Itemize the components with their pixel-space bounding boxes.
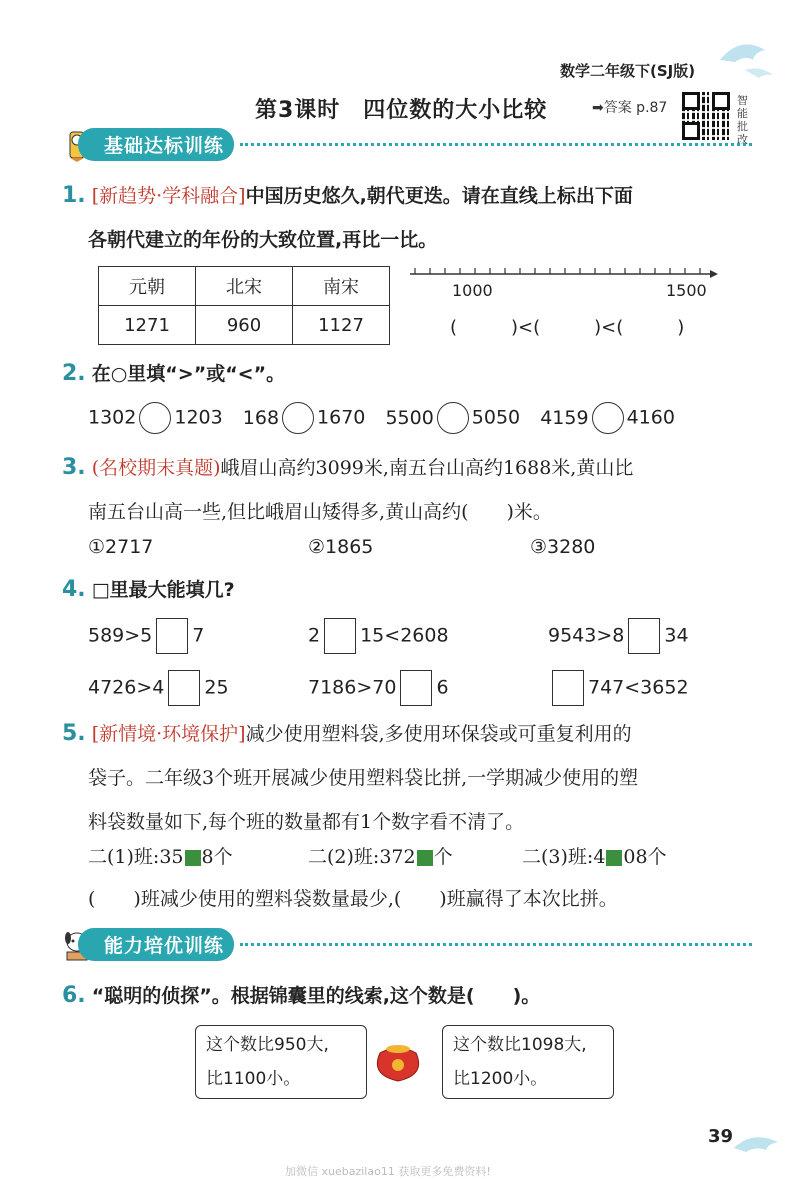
question-1: 1. [新趋势·学科融合]中国历史悠久,朝代更迭。请在直线上标出下面 各朝代建立的年份的大致位置,再比一比。	[62, 183, 633, 251]
section-basic-header	[62, 126, 752, 162]
table-cell: 960	[196, 306, 293, 345]
axis-label-right: 1500	[666, 281, 707, 300]
q4-item: 7186>70 6	[308, 670, 449, 706]
digit-box[interactable]	[168, 670, 200, 706]
question-5: 5. [新情境·环境保护]减少使用塑料袋,多使用环保袋或可重复利用的 袋子。二年级3个班开展减少使用塑料袋比拼,一学期减少使用的塑 料袋数量如下,每个班的数量都有1个数字看不清了。	[62, 721, 639, 833]
q3-tag: (名校期末真题)	[91, 457, 221, 479]
q4-item: 589>5 7	[88, 618, 204, 654]
question-2: 2. 在○里填“>”或“<”。	[62, 361, 286, 386]
digit-box[interactable]	[156, 618, 188, 654]
section-divider	[240, 943, 752, 946]
class-2-count: 二(2)班:372 个	[308, 846, 453, 868]
compare-circle[interactable]	[592, 402, 624, 434]
compare-blanks[interactable]: ( )<( )<( )	[450, 317, 685, 338]
digit-box[interactable]	[552, 670, 584, 706]
section-divider	[240, 143, 752, 146]
table-cell: 1127	[293, 306, 390, 345]
q2-comparisons: 1302 1203 168 1670 5500 5050 4159 4160	[88, 402, 675, 434]
compare-circle[interactable]	[437, 402, 469, 434]
q4-item: 9543>8 34	[548, 618, 689, 654]
q4-item: 2 15<2608	[308, 618, 449, 654]
compare-circle[interactable]	[139, 402, 171, 434]
compare-circle[interactable]	[282, 402, 314, 434]
section-advanced-title: 能力培优训练	[78, 928, 234, 961]
clue-bubble-right: 这个数比1098大, 比1200小。	[442, 1025, 614, 1099]
digit-box[interactable]	[628, 618, 660, 654]
question-3: 3. (名校期末真题)峨眉山高约3099米,南五台山高约1688米,黄山比 南五台山高一些,但比峨眉山矮得多,黄山高约( )米。	[62, 455, 634, 523]
question-4: 4. □里最大能填几?	[62, 577, 235, 602]
q3-option-3[interactable]: ③3280	[530, 536, 596, 558]
class-3-count: 二(3)班:4 08个	[522, 846, 667, 868]
class-1-count: 二(1)班:35 8个	[88, 846, 233, 868]
q5-answer-line[interactable]: ( )班减少使用的塑料袋数量最少,( )班赢得了本次比拼。	[88, 888, 618, 910]
answer-reference: ➡答案 p.87	[592, 100, 668, 116]
table-header: 南宋	[293, 267, 390, 306]
hidden-digit-marker	[185, 850, 201, 866]
footer-watermark: 加微信 xuebazilao11 获取更多免费资料!	[285, 1165, 491, 1178]
q4-item: 747<3652	[548, 670, 689, 706]
q3-option-1[interactable]: ①2717	[88, 536, 154, 558]
q3-option-2[interactable]: ②1865	[308, 536, 374, 558]
q4-item: 4726>4 25	[88, 670, 229, 706]
clue-bubble-left: 这个数比950大, 比1100小。	[195, 1025, 367, 1099]
smart-grading-tag: 智能批改	[737, 94, 748, 146]
section-advanced-header	[62, 926, 752, 962]
digit-box[interactable]	[324, 618, 356, 654]
dolphin-icon	[732, 1128, 782, 1158]
q1-tag: [新趋势·学科融合]	[91, 185, 246, 207]
arrow-right-icon: ➡	[592, 100, 604, 116]
table-header: 北宋	[196, 267, 293, 306]
dynasty-table	[98, 266, 390, 345]
dolphin-icon	[715, 30, 775, 80]
brocade-pouch-icon	[370, 1035, 426, 1085]
book-title: 数学二年级下(SJ版)	[560, 62, 696, 80]
question-6: 6. “聪明的侦探”。根据锦囊里的线索,这个数是( )。	[62, 983, 541, 1008]
hidden-digit-marker	[606, 850, 622, 866]
lesson-title: 第3课时 四位数的大小比较	[255, 98, 548, 123]
q5-tag: [新情境·环境保护]	[91, 723, 246, 745]
axis-label-left: 1000	[452, 281, 493, 300]
hidden-digit-marker	[417, 850, 433, 866]
table-header: 元朝	[99, 267, 196, 306]
section-basic-title: 基础达标训练	[78, 128, 234, 161]
page-number: 39	[708, 1126, 734, 1147]
table-cell: 1271	[99, 306, 196, 345]
digit-box[interactable]	[400, 670, 432, 706]
